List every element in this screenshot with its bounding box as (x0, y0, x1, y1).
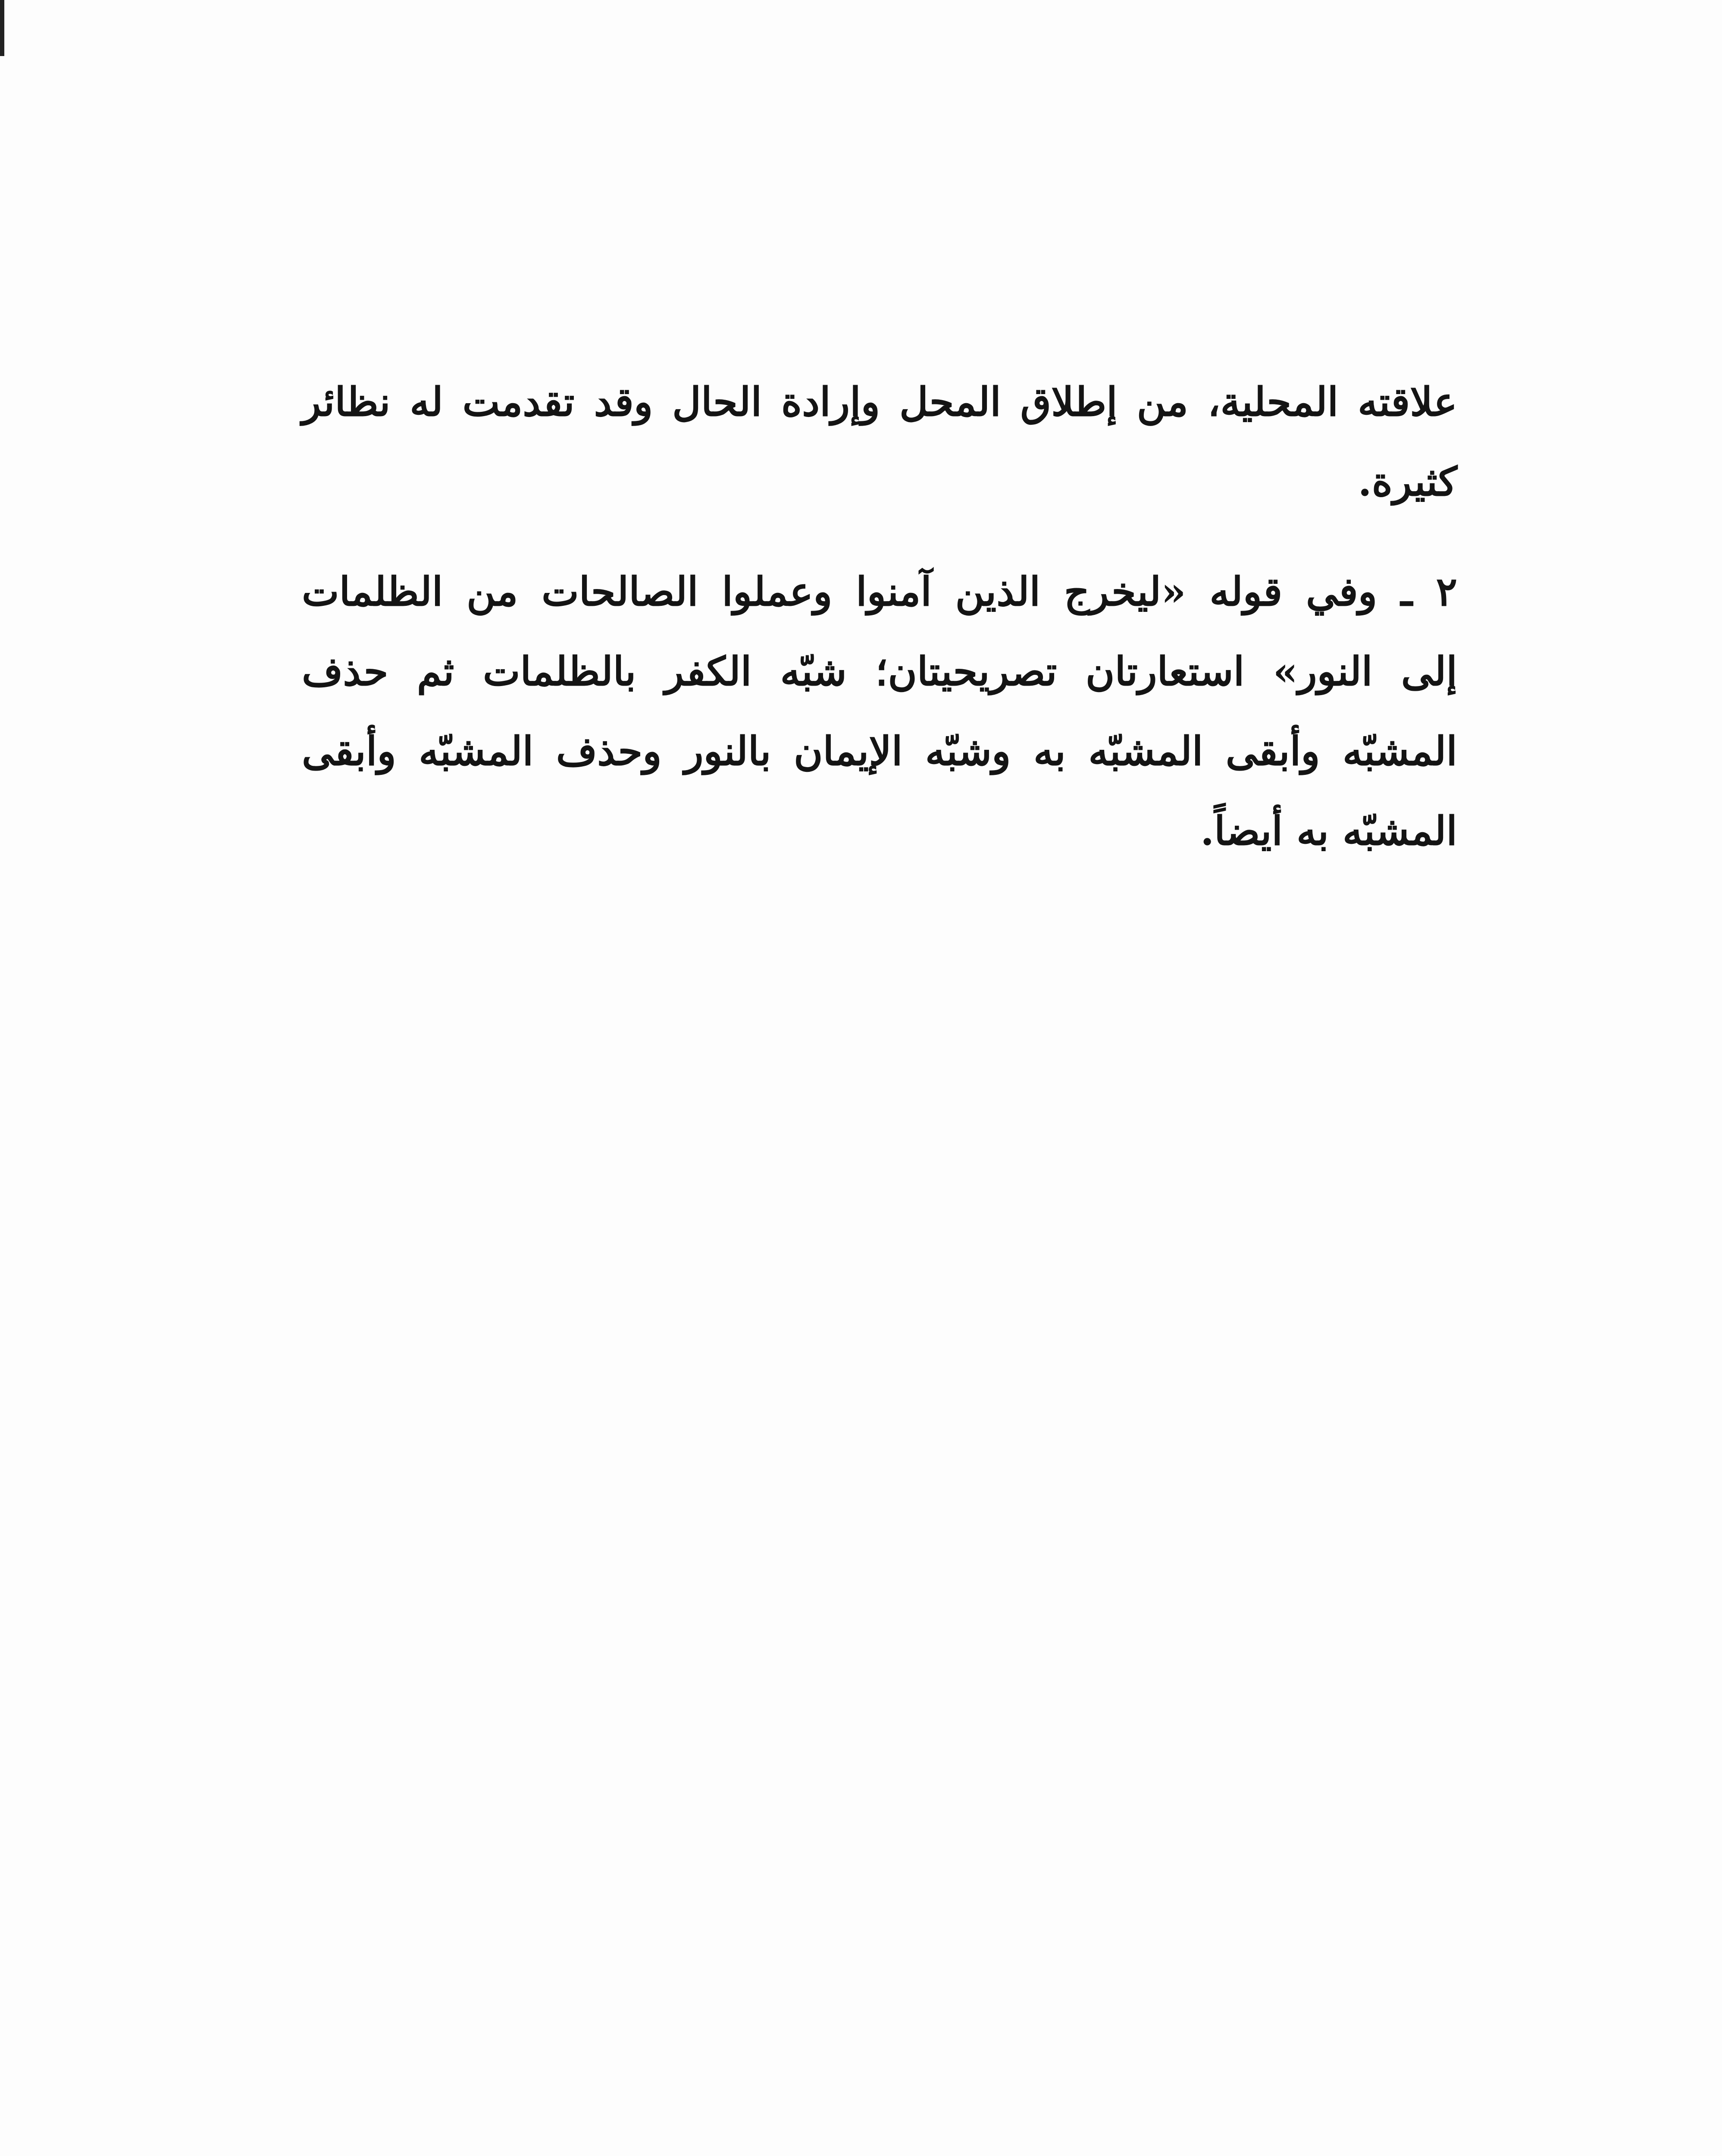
text-line: علاقته المحلية، من إطلاق المحل وإرادة الحال وقد تقدمت له نظائر (302, 379, 1457, 425)
text-line: المشبّه وأبقى المشبّه به وشبّه الإيمان بالنور وحذف المشبّه وأبقى (302, 728, 1457, 774)
text-line: كثيرة. (1358, 458, 1457, 505)
text-line: ٢ ـ وفي قوله «ليخرج الذين آمنوا وعملوا الصالحات من الظلمات (302, 568, 1457, 615)
paragraph-1 (302, 362, 1457, 522)
body-text (302, 362, 1457, 871)
text-line: المشبّه به أيضاً. (1200, 808, 1457, 854)
paragraph-2 (302, 552, 1457, 871)
text-line: إلى النور» استعارتان تصريحيتان؛ شبّه الكفر بالظلمات ثم حذف (302, 648, 1457, 695)
scan-edge-mark (0, 0, 4, 56)
